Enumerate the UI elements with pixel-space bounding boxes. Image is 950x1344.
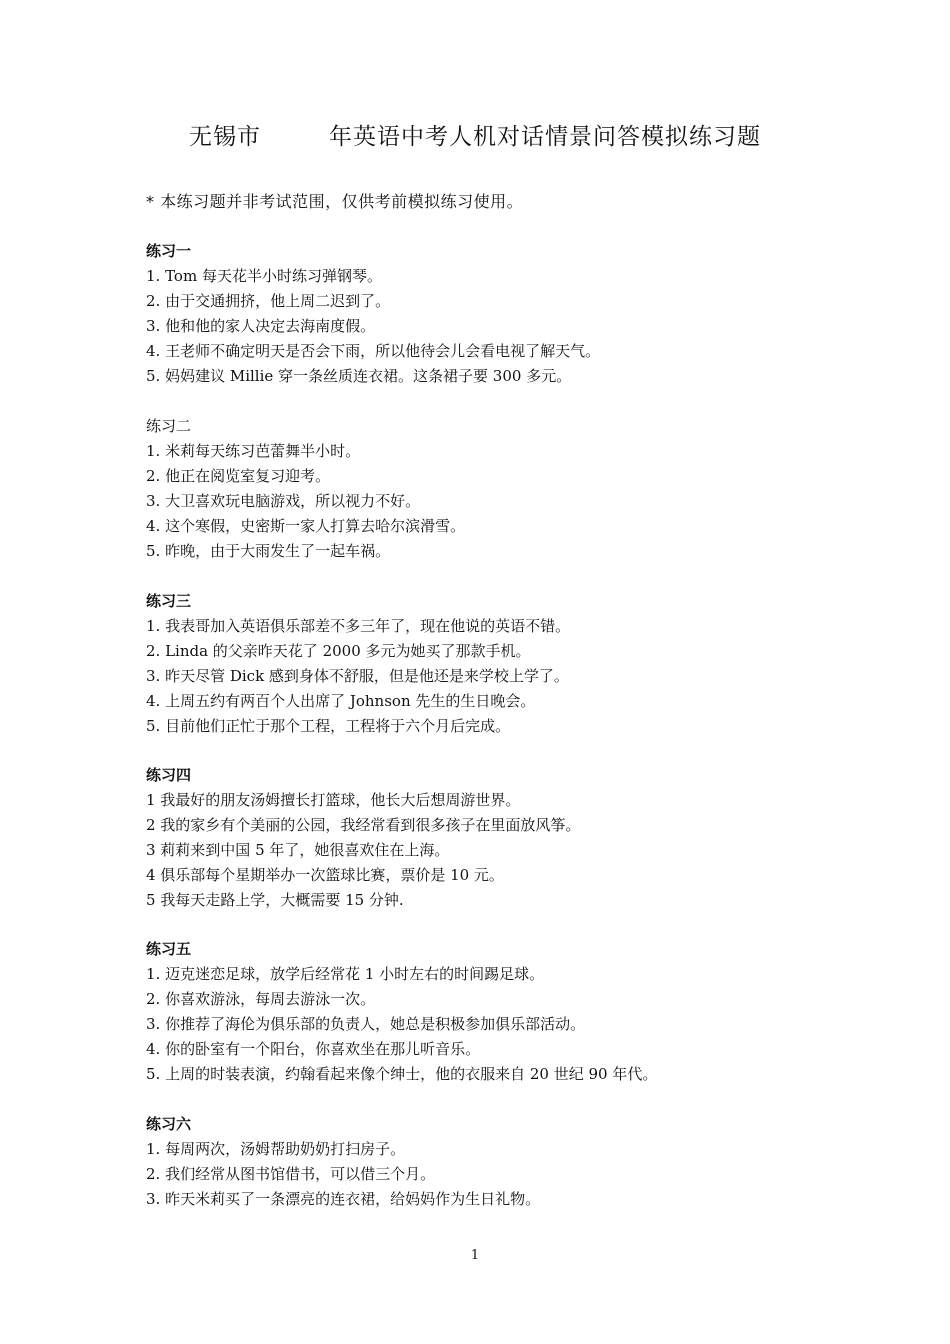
- section-title: 练习六: [146, 1115, 192, 1133]
- section-title: 练习三: [146, 592, 192, 610]
- list-item: 3. 你推荐了海伦为俱乐部的负责人，她总是积极参加俱乐部活动。: [146, 1015, 586, 1033]
- list-item: 2. 由于交通拥挤，他上周二迟到了。: [146, 292, 391, 310]
- exercise-section-5: [146, 937, 846, 1087]
- list-item: 4. 上周五约有两百个人出席了 Johnson 先生的生日晚会。: [146, 692, 536, 710]
- list-item: 5. 目前他们正忙于那个工程，工程将于六个月后完成。: [146, 717, 511, 735]
- title-main: 年英语中考人机对话情景问答模拟练习题: [329, 124, 761, 150]
- section-title: 练习二: [146, 417, 192, 435]
- document-title: [0, 118, 950, 151]
- list-item: 2. 你喜欢游泳，每周去游泳一次。: [146, 990, 376, 1008]
- disclaimer-note: * 本练习题并非考试范围，仅供考前模拟练习使用。: [146, 192, 524, 211]
- list-item: 3. 他和他的家人决定去海南度假。: [146, 317, 376, 335]
- list-item: 5. 妈妈建议 Millie 穿一条丝质连衣裙。这条裙子要 300 多元。: [146, 367, 572, 385]
- exercise-section-4: [146, 763, 846, 913]
- exercise-section-6: [146, 1112, 846, 1212]
- list-item: 5. 昨晚，由于大雨发生了一起车祸。: [146, 542, 391, 560]
- list-item: 1. 米莉每天练习芭蕾舞半小时。: [146, 442, 361, 460]
- list-item: 2. 我们经常从图书馆借书，可以借三个月。: [146, 1165, 436, 1183]
- list-item: 4. 王老师不确定明天是否会下雨，所以他待会儿会看电视了解天气。: [146, 342, 601, 360]
- exercise-section-3: [146, 589, 846, 739]
- list-item: 2. 他正在阅览室复习迎考。: [146, 467, 331, 485]
- list-item: 3. 大卫喜欢玩电脑游戏，所以视力不好。: [146, 492, 421, 510]
- list-item: 4. 这个寒假，史密斯一家人打算去哈尔滨滑雪。: [146, 517, 466, 535]
- list-item: 3. 昨天尽管 Dick 感到身体不舒服，但是他还是来学校上学了。: [146, 667, 569, 685]
- list-item: 4. 你的卧室有一个阳台，你喜欢坐在那儿听音乐。: [146, 1040, 481, 1058]
- section-title: 练习五: [146, 940, 192, 958]
- list-item: 2 我的家乡有个美丽的公园，我经常看到很多孩子在里面放风筝。: [146, 816, 581, 834]
- list-item: 3. 昨天米莉买了一条漂亮的连衣裙，给妈妈作为生日礼物。: [146, 1190, 541, 1208]
- list-item: 1. 每周两次，汤姆帮助奶奶打扫房子。: [146, 1140, 406, 1158]
- list-item: 1. 我表哥加入英语俱乐部差不多三年了，现在他说的英语不错。: [146, 617, 571, 635]
- exercise-section-1: [146, 239, 846, 389]
- exercise-section-2: [146, 414, 846, 564]
- list-item: 1 我最好的朋友汤姆擅长打篮球，他长大后想周游世界。: [146, 791, 521, 809]
- list-item: 2. Linda 的父亲昨天花了 2000 多元为她买了那款手机。: [146, 642, 531, 660]
- list-item: 5. 上周的时装表演，约翰看起来像个绅士，他的衣服来自 20 世纪 90 年代。: [146, 1065, 658, 1083]
- page-number: 1: [470, 1248, 480, 1263]
- list-item: 5 我每天走路上学，大概需要 15 分钟.: [146, 891, 404, 909]
- list-item: 1. Tom 每天花半小时练习弹钢琴。: [146, 267, 382, 285]
- section-title: 练习一: [146, 242, 192, 260]
- list-item: 3 莉莉来到中国 5 年了，她很喜欢住在上海。: [146, 841, 450, 859]
- list-item: 4 俱乐部每个星期举办一次篮球比赛，票价是 10 元。: [146, 866, 504, 884]
- list-item: 1. 迈克迷恋足球，放学后经常花 1 小时左右的时间踢足球。: [146, 965, 545, 983]
- title-city: 无锡市: [189, 124, 261, 150]
- section-title: 练习四: [146, 766, 192, 784]
